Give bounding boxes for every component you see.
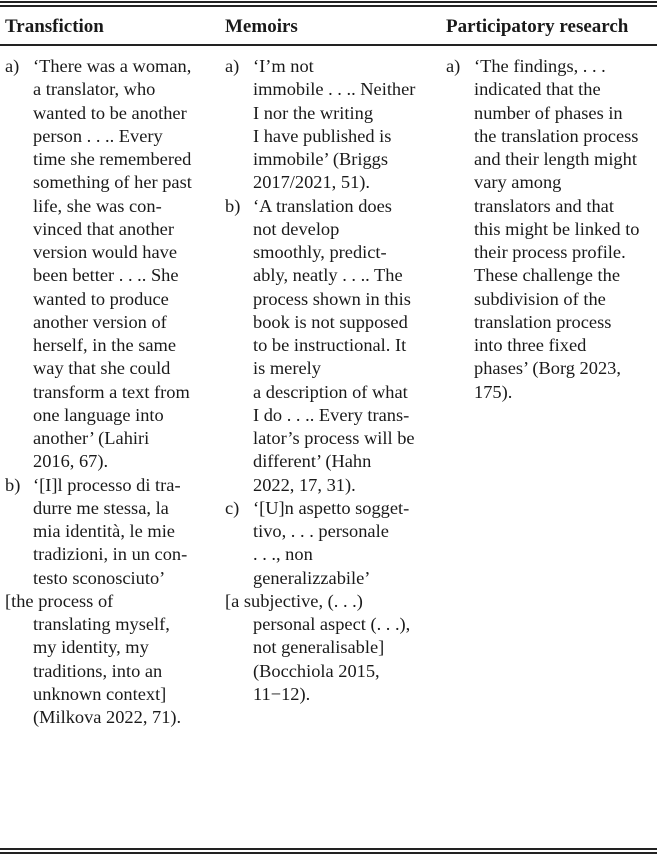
text-line <box>225 590 443 613</box>
text-line <box>5 78 220 101</box>
entry-text: lator’s process will be <box>253 428 415 448</box>
text-line <box>225 102 443 125</box>
column-participatory-research <box>446 55 657 404</box>
entry-text: another version of <box>33 311 167 332</box>
entry-text: into three fixed <box>474 335 587 355</box>
text-line <box>225 218 443 241</box>
text-line <box>446 55 657 78</box>
entry-text: the translation process <box>474 125 639 146</box>
entry-text: number of phases in <box>474 102 623 123</box>
entry-text: this might be linked to <box>474 218 640 239</box>
entry-text: personal aspect (. . .), <box>253 614 411 634</box>
entry-text: ‘The findings, . . . <box>474 56 606 76</box>
entry-text: tivo, . . . personale <box>253 521 389 541</box>
quote-entry <box>225 55 443 195</box>
text-line <box>446 148 657 171</box>
entry-text: my identity, my <box>33 637 149 658</box>
text-line <box>446 125 657 148</box>
text-line <box>446 195 657 218</box>
top-rule-outer <box>0 1 657 3</box>
header-rule <box>0 44 657 46</box>
text-line <box>446 102 657 125</box>
text-line <box>225 636 443 659</box>
entry-text: time she remembered <box>33 149 192 169</box>
text-line <box>225 78 443 101</box>
quote-entry <box>5 474 220 590</box>
text-line <box>446 78 657 101</box>
entry-text: life, she was con- <box>33 195 162 216</box>
text-line <box>225 55 443 78</box>
text-line <box>225 357 443 380</box>
text-line <box>446 171 657 194</box>
text-line <box>225 567 443 590</box>
text-line <box>446 381 657 404</box>
text-line <box>225 520 443 543</box>
entry-text: another’ (Lahiri <box>33 428 150 448</box>
entry-text: vary among <box>474 172 562 193</box>
text-line <box>5 171 220 194</box>
entry-text: testo sconosciuto’ <box>33 567 166 588</box>
text-line <box>5 311 220 334</box>
quote-entry <box>225 195 443 497</box>
entry-text: version would have <box>33 242 178 262</box>
entry-text: process shown in this <box>253 288 411 309</box>
text-line <box>5 613 220 636</box>
text-line <box>5 334 220 357</box>
entry-label: a) <box>225 56 240 76</box>
text-line <box>5 404 220 427</box>
entry-text: 2016, 67). <box>33 451 109 472</box>
entry-text: herself, in the same <box>33 335 176 355</box>
text-line <box>5 567 220 590</box>
text-line <box>225 241 443 264</box>
text-line <box>5 55 220 78</box>
entry-text: translating myself, <box>33 614 170 634</box>
header-participatory-research: Participatory research <box>446 16 629 37</box>
text-line <box>446 334 657 357</box>
entry-text: way that she could <box>33 358 171 379</box>
text-line <box>5 520 220 543</box>
entry-label: c) <box>225 497 240 518</box>
entry-text: something of her past <box>33 172 192 193</box>
text-line <box>5 450 220 473</box>
entry-text: smoothly, predict- <box>253 242 387 262</box>
entry-text: phases’ (Borg 2023, <box>474 358 621 379</box>
entry-text: I do . . .. Every trans- <box>253 404 410 425</box>
entry-text: (Bocchiola 2015, <box>253 660 380 681</box>
entry-text: I nor the writing <box>253 102 374 123</box>
text-line <box>5 218 220 241</box>
entry-label: a) <box>446 56 461 76</box>
text-line <box>5 288 220 311</box>
text-line <box>5 125 220 148</box>
text-line <box>225 450 443 473</box>
entry-label: b) <box>5 474 21 495</box>
entry-text: generalizzabile’ <box>253 567 371 588</box>
text-line <box>225 613 443 636</box>
entry-text: book is not supposed <box>253 311 408 332</box>
text-line <box>225 148 443 171</box>
text-line <box>5 590 220 613</box>
entry-text: a translator, who <box>33 79 156 100</box>
header-transfiction: Transfiction <box>5 16 104 37</box>
entry-text: indicated that the <box>474 79 601 100</box>
bottom-rule-outer <box>0 848 657 850</box>
entry-text: a description of what <box>253 381 408 402</box>
entry-text: [the process of <box>5 590 114 611</box>
entry-text: ‘[U]n aspetto sogget- <box>253 497 410 518</box>
entry-label: a) <box>5 56 20 76</box>
quote-entry <box>5 55 220 474</box>
entry-text: wanted to be another <box>33 102 187 123</box>
entry-text: to be instructional. It <box>253 335 407 355</box>
entry-text: tradizioni, in un con- <box>33 544 188 565</box>
text-line <box>225 660 443 683</box>
text-line <box>5 474 220 497</box>
entry-text: immobile . . .. Neither <box>253 79 416 100</box>
column-transfiction <box>5 55 220 729</box>
entry-text: 175). <box>474 381 513 402</box>
text-line <box>446 241 657 264</box>
entry-text: is merely <box>253 358 321 379</box>
entry-text: and their length might <box>474 149 637 169</box>
text-line <box>225 334 443 357</box>
text-line <box>5 264 220 287</box>
entry-text: 11−12). <box>253 683 311 704</box>
text-line <box>5 241 220 264</box>
text-line <box>5 357 220 380</box>
text-line <box>446 288 657 311</box>
text-line <box>225 288 443 311</box>
text-line <box>5 102 220 125</box>
column-memoirs <box>225 55 443 706</box>
text-line <box>5 683 220 706</box>
entry-text: not generalisable] <box>253 637 385 658</box>
text-line <box>5 543 220 566</box>
quote-entry <box>446 55 657 404</box>
entry-text: wanted to produce <box>33 288 169 309</box>
entry-text: ‘A translation does <box>253 195 392 216</box>
entry-text: . . ., non <box>253 544 313 565</box>
header-memoirs: Memoirs <box>225 16 298 37</box>
entry-text: translation process <box>474 311 612 332</box>
text-line <box>5 148 220 171</box>
text-line <box>5 427 220 450</box>
quote-entry <box>225 497 443 590</box>
text-line <box>5 660 220 683</box>
entry-text: 2017/2021, 51). <box>253 172 370 193</box>
entry-text: [a subjective, (. . .) <box>225 590 363 611</box>
text-line <box>225 543 443 566</box>
entry-text: different’ (Hahn <box>253 451 372 472</box>
entry-text: subdivision of the <box>474 288 606 309</box>
entry-text: unknown context] <box>33 683 167 704</box>
text-line <box>446 311 657 334</box>
text-line <box>446 264 657 287</box>
entry-text: person . . .. Every <box>33 125 163 146</box>
entry-text: I have published is <box>253 125 392 146</box>
entry-text: mia identità, le mie <box>33 521 175 541</box>
text-line <box>225 427 443 450</box>
entry-text: durre me stessa, la <box>33 497 169 518</box>
translation-gloss <box>225 590 443 706</box>
entry-text: ‘There was a woman, <box>33 56 192 76</box>
bottom-rule-inner <box>0 852 657 854</box>
text-line <box>225 474 443 497</box>
text-line <box>5 636 220 659</box>
text-line <box>225 311 443 334</box>
entry-text: ‘I’m not <box>253 56 314 76</box>
text-line <box>225 195 443 218</box>
text-line <box>225 683 443 706</box>
entry-label: b) <box>225 195 241 216</box>
entry-text: been better . . .. She <box>33 265 179 286</box>
entry-text: immobile’ (Briggs <box>253 149 389 169</box>
entry-text: one language into <box>33 404 164 425</box>
entry-text: ably, neatly . . .. The <box>253 265 403 286</box>
text-line <box>5 706 220 729</box>
text-line <box>225 404 443 427</box>
text-line <box>225 171 443 194</box>
text-line <box>446 357 657 380</box>
text-line <box>446 218 657 241</box>
entry-text: (Milkova 2022, 71). <box>33 707 182 727</box>
text-line <box>5 381 220 404</box>
entry-text: their process profile. <box>474 242 626 262</box>
text-line <box>5 497 220 520</box>
entry-text: translators and that <box>474 195 614 216</box>
entry-text: 2022, 17, 31). <box>253 474 356 495</box>
text-line <box>225 381 443 404</box>
text-line <box>225 125 443 148</box>
entry-text: vinced that another <box>33 218 174 239</box>
entry-text: These challenge the <box>474 265 621 286</box>
text-line <box>225 497 443 520</box>
entry-text: not develop <box>253 218 340 239</box>
entry-text: transform a text from <box>33 381 190 402</box>
text-line <box>225 264 443 287</box>
top-rule-inner <box>0 5 657 7</box>
translation-gloss <box>5 590 220 730</box>
entry-text: ‘[I]l processo di tra- <box>33 474 181 495</box>
entry-text: traditions, into an <box>33 660 163 681</box>
text-line <box>5 195 220 218</box>
